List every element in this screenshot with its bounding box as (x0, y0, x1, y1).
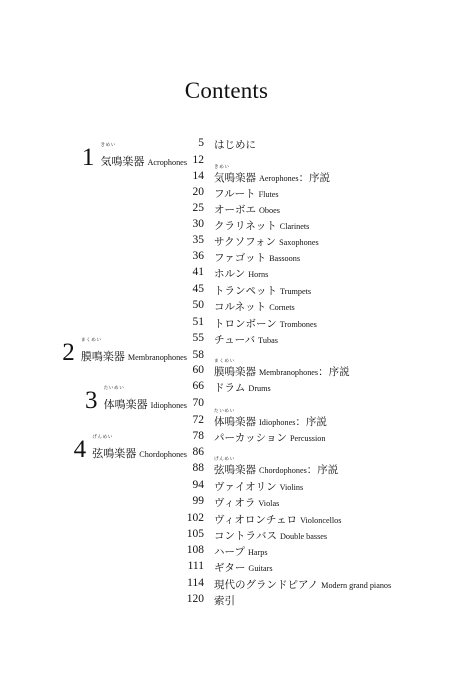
entry-title-en: Chordophones (259, 466, 307, 475)
entry-page-number: 111 (187, 560, 204, 572)
entry-page-number: 20 (192, 186, 204, 198)
entry-title-jp: ヴィオラ (214, 497, 256, 509)
entry-page-number: 105 (186, 528, 204, 540)
entry-title-jp: コントラバス (214, 530, 277, 542)
entry-page-number: 36 (192, 250, 204, 262)
entry-title-jp: トランペット (214, 285, 277, 297)
entry-page-number: 30 (192, 218, 204, 230)
entry-suffix: ：序説 (318, 366, 350, 378)
chapter-ruby: きめい (100, 143, 117, 148)
entry-title-en: Clarinets (279, 222, 310, 231)
entry-page-number: 51 (192, 316, 204, 328)
entry-page-number: 99 (192, 495, 204, 507)
entry-title-jp: 現代のグランドピアノ (214, 579, 319, 591)
toc-entry[interactable] (0, 493, 453, 509)
chapter-ruby: げんめい (92, 435, 114, 440)
entry-title-jp: ドラム (214, 382, 246, 394)
toc-entry[interactable] (0, 216, 453, 232)
entry-page-number: 35 (192, 234, 204, 246)
entry-title-jp: 弦鳴楽器 (214, 464, 256, 476)
toc-entry[interactable] (0, 477, 453, 493)
entry-page-number: 94 (192, 479, 204, 491)
entry-page-number: 66 (192, 380, 204, 392)
chapter-number: 4 (73, 436, 87, 463)
entry-title-jp: オーボエ (214, 204, 256, 216)
toc-entry[interactable] (0, 457, 453, 476)
chapter-title-en: Idiophones (150, 401, 187, 410)
entry-page-number: 45 (192, 283, 204, 295)
entry-title-en: Oboes (259, 206, 280, 215)
toc-entry[interactable] (0, 575, 453, 591)
entry-title-en: Trombones (279, 320, 317, 329)
entry-title-jp: ホルン (214, 268, 246, 280)
chapter-page-number: 12 (192, 154, 204, 166)
toc-entry[interactable] (0, 184, 453, 200)
entry-suffix: ：序説 (306, 464, 339, 476)
entry-page-number: 25 (192, 202, 204, 214)
entry-title-jp: フルート (214, 188, 256, 200)
entry-suffix: ：序説 (295, 416, 327, 428)
chapter-title-jp: 体鳴楽器 (103, 398, 148, 411)
entry-title-jp: クラリネット (214, 220, 277, 232)
entry-page-number: 14 (192, 170, 204, 182)
chapter-ruby: たいめい (103, 386, 125, 391)
entry-page-number: 72 (192, 414, 204, 426)
toc-entry[interactable] (0, 510, 453, 526)
entry-page-number: 50 (192, 299, 204, 311)
entry-title-jp: ギター (214, 562, 246, 574)
entry-title-jp: ヴァイオリン (214, 481, 277, 493)
entry-title-jp: ヴィオロンチェロ (214, 514, 298, 526)
entry-title-en: Membranophones (259, 368, 319, 377)
chapter-title-en: Chordophones (139, 450, 187, 459)
toc-entry[interactable] (0, 409, 453, 428)
entry-title-en: Flutes (258, 190, 279, 199)
entry-title-en: Tubas (258, 336, 278, 345)
toc-entry[interactable] (0, 297, 453, 313)
entry-ruby: まくめい (214, 359, 235, 364)
entry-page-number: 55 (192, 332, 204, 344)
toc-entry-index[interactable] (0, 591, 453, 607)
chapter-number: 1 (81, 144, 95, 171)
toc-entry[interactable] (0, 232, 453, 248)
chapter-ruby: まくめい (80, 338, 102, 343)
toc-entry[interactable] (0, 526, 453, 542)
entry-title-jp: ハープ (214, 546, 245, 558)
entry-title-en: Horns (248, 270, 269, 279)
chapter-number: 3 (85, 387, 98, 414)
entry-title-jp: サクソフォン (214, 236, 277, 248)
entry-ruby: げんめい (214, 457, 235, 462)
entry-title-jp: コルネット (214, 301, 267, 313)
entry-suffix: ：序説 (298, 172, 331, 184)
chapter-title-en: Acrophones (147, 158, 187, 167)
entry-page-number: 114 (187, 577, 204, 589)
toc-entry[interactable] (0, 165, 453, 184)
chapter-title-jp: 弦鳴楽器 (92, 447, 137, 460)
entry-title-en: Drums (248, 384, 271, 393)
entry-title-en: Modern grand pianos (321, 581, 392, 590)
toc-entry[interactable] (0, 542, 453, 558)
entry-title-en: Violins (279, 483, 304, 492)
entry-title-en: Percussion (289, 434, 326, 443)
toc-entry[interactable] (0, 359, 453, 378)
entry-page-number: 88 (192, 462, 204, 474)
chapter-number: 2 (62, 339, 75, 366)
entry-ruby: たいめい (214, 409, 235, 414)
entry-page-number: 108 (186, 544, 204, 556)
page-title: Contents (184, 78, 269, 103)
entry-title-en: Guitars (248, 564, 273, 573)
toc-entry[interactable] (0, 558, 453, 574)
entry-title-jp: ファゴット (214, 252, 267, 264)
entry-page-number: 120 (186, 593, 204, 605)
entry-title-en: Violoncellos (300, 516, 342, 525)
chapter-page-number: 58 (192, 349, 204, 361)
entry-title-en: Aerophones (259, 174, 299, 183)
entry-title-en: Double basses (280, 532, 328, 541)
chapter-page-number: 86 (192, 446, 204, 458)
entry-title-en: Bassoons (269, 254, 301, 263)
entry-ruby: きめい (214, 165, 230, 170)
entry-title-jp: はじめに (214, 139, 256, 151)
entry-page-number: 41 (192, 266, 204, 278)
entry-title-en: Saxophones (279, 238, 319, 247)
toc-entry[interactable] (0, 264, 453, 280)
entry-title-jp: 体鳴楽器 (214, 416, 256, 428)
entry-page-number: 78 (192, 430, 204, 442)
entry-title-en: Idiophones (259, 418, 296, 427)
toc-entry[interactable] (0, 314, 453, 330)
chapter-title-jp: 気鳴楽器 (100, 155, 145, 168)
toc-entry[interactable] (0, 281, 453, 297)
entry-title-jp: 膜鳴楽器 (214, 366, 256, 378)
entry-title-en: Cornets (269, 303, 295, 312)
toc-entry-intro[interactable] (0, 135, 453, 151)
toc-entry[interactable] (0, 200, 453, 216)
entry-title-jp: チューバ (214, 334, 256, 346)
chapter-title-jp: 膜鳴楽器 (80, 350, 125, 363)
entry-title-en: Trumpets (280, 287, 312, 296)
entry-title-jp: トロンボーン (214, 318, 277, 330)
toc-entry[interactable] (0, 330, 453, 346)
entry-title-en: Violas (258, 499, 280, 508)
toc-entry[interactable] (0, 248, 453, 264)
entry-title-jp: パーカッション (214, 432, 287, 444)
toc-entry[interactable] (0, 378, 453, 394)
entry-title-en: Harps (247, 548, 268, 557)
entry-title-jp: 索引 (214, 595, 235, 607)
chapter-title-en: Membranophones (127, 353, 187, 362)
entry-page-number: 5 (198, 137, 204, 149)
chapter-page-number: 70 (192, 397, 204, 409)
entry-page-number: 102 (186, 512, 204, 524)
entry-title-jp: 気鳴楽器 (214, 172, 256, 184)
toc-entry[interactable] (0, 428, 453, 444)
entry-page-number: 60 (192, 364, 204, 376)
